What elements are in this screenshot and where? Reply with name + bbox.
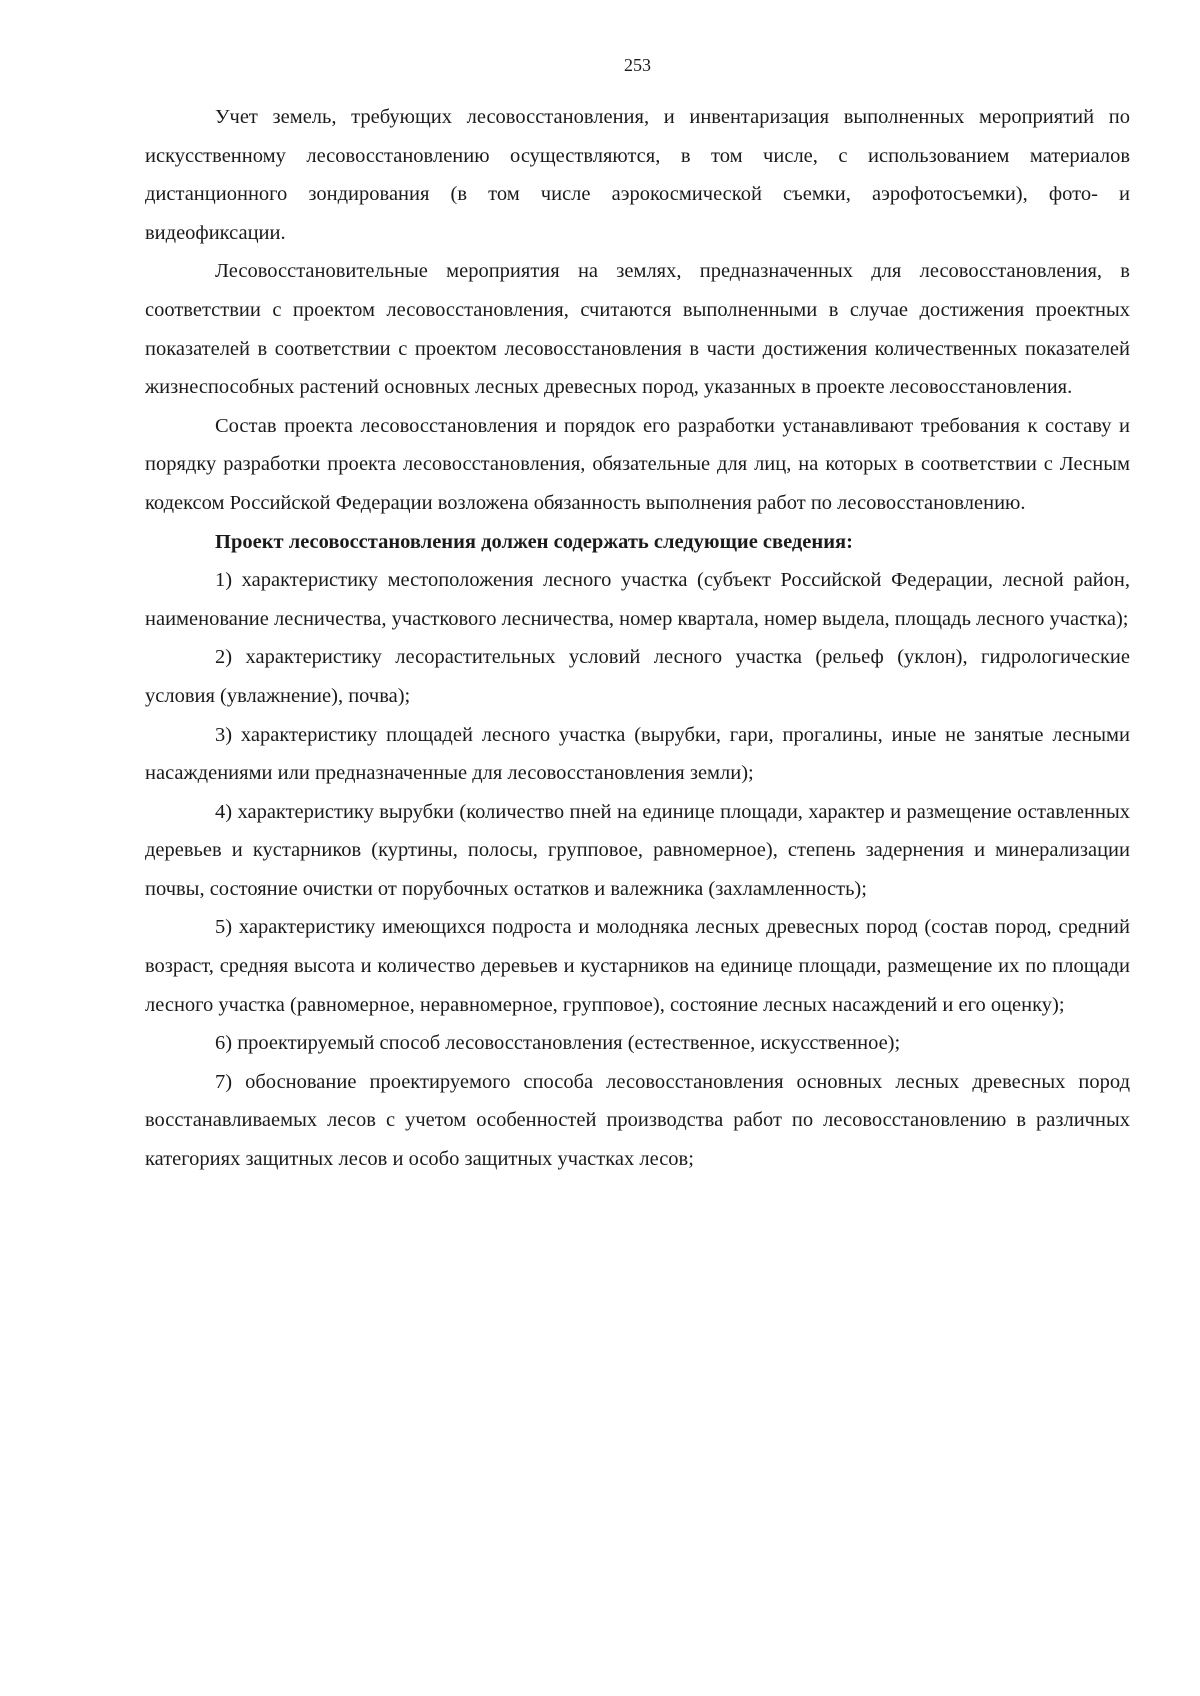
list-item: 6) проектируемый способ лесовосстановления (естественное, искусственное); bbox=[215, 1032, 901, 1055]
list-item: 7) обоснование проектируемого способа лесовосстановления основных лесных древесных пород восстанавливаемых лесов с учетом особенностей производства работ по лесовосстановлению в различных категориях защитных лесов и особо защитных участках лесов; bbox=[145, 1070, 1130, 1171]
document-page bbox=[145, 55, 1130, 1179]
page-number: 253 bbox=[624, 55, 651, 75]
list-item: 2) характеристику лесорастительных условий лесного участка (рельеф (уклон), гидрологические условия (увлажнение), почва); bbox=[145, 646, 1130, 707]
list-item: 5) характеристику имеющихся подроста и молодняка лесных древесных пород (состав пород, средний возраст, средняя высота и количество деревьев и кустарников на единице площади, размещение их по площади лесного участка (равномерное, неравномерное, групповое), состояние лесных насаждений и его оценку); bbox=[145, 916, 1130, 1016]
section-heading: Проект лесовосстановления должен содержать следующие сведения: bbox=[215, 530, 853, 553]
list-item: 1) характеристику местоположения лесного участка (субъект Российской Федерации, лесной район, наименование лесничества, участкового лесничества, номер квартала, номер выдела, площадь лесного участка); bbox=[145, 569, 1130, 630]
list-item: 3) характеристику площадей лесного участка (вырубки, гари, прогалины, иные не занятые лесными насаждениями или предназначенные для лесовосстановления земли); bbox=[145, 723, 1130, 785]
paragraph-land-accounting: Учет земель, требующих лесовосстановления, и инвентаризация выполненных мероприятий по искусственному лесовосстановлению осуществляются, в том числе, с использованием материалов дистанционного зондирования (в том числе аэрокосмической съемки, аэрофотосъемки), фото- и видеофиксации. bbox=[145, 106, 1130, 244]
list-item: 4) характеристику вырубки (количество пней на единице площади, характер и размещение оставленных деревьев и кустарников (куртины, полосы, групповое, равномерное), степень задернения и минерализации почвы, состояние очистки от порубочных остатков и валежника (захламленность); bbox=[145, 800, 1130, 900]
paragraph-project-composition: Состав проекта лесовосстановления и порядок его разработки устанавливают требования к составу и порядку разработки проекта лесовосстановления, обязательные для лиц, на которых в соответствии с Лесным кодексом Российской Федерации возложена обязанность выполнения работ по лесовосстановлению. bbox=[145, 414, 1130, 514]
paragraph-reforestation-measures: Лесовосстановительные мероприятия на землях, предназначенных для лесовосстановления, в соответствии с проектом лесовосстановления, считаются выполненными в случае достижения проектных показателей в соответствии с проектом лесовосстановления в части достижения количественных показателей жизнеспособных растений основных лесных древесных пород, указанных в проекте лесовосстановления. bbox=[145, 260, 1130, 399]
